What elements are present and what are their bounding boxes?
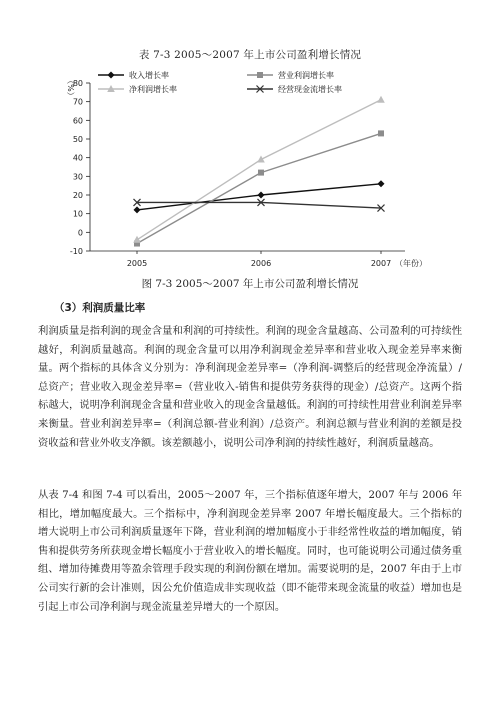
legend-label: 营业利润增长率 xyxy=(278,71,334,80)
data-point-triangle xyxy=(257,156,265,163)
y-tick-label: 80 xyxy=(72,79,83,88)
y-tick-label: 40 xyxy=(72,153,83,163)
series-1 xyxy=(134,180,385,213)
legend-item-2 xyxy=(247,70,334,80)
legend-item-3 xyxy=(98,84,177,94)
y-tick-label: 50 xyxy=(72,135,83,144)
y-tick-label: -10 xyxy=(69,247,83,256)
data-point-diamond xyxy=(378,180,385,187)
section-heading: （3）利润质量比率 xyxy=(54,302,146,314)
legend-label: 经营现金流增长率 xyxy=(278,85,342,94)
data-point-square xyxy=(378,130,384,136)
table-title: 表 7-3 2005～2007 年上市公司盈利增长情况 xyxy=(138,49,362,61)
data-point-diamond xyxy=(258,192,265,199)
x-tick-label: 2005 xyxy=(126,259,148,268)
data-point-triangle xyxy=(133,236,141,243)
series-3 xyxy=(133,96,385,243)
data-point-square xyxy=(258,170,264,176)
series-2 xyxy=(134,130,384,246)
data-point-diamond xyxy=(134,206,141,213)
y-tick-label: 30 xyxy=(72,172,83,182)
legend-item-1 xyxy=(98,70,169,80)
x-tick-label: 2006 xyxy=(250,259,272,268)
legend-label: 收入增长率 xyxy=(129,71,169,80)
series-line xyxy=(137,133,381,243)
figure-caption: 图 7-3 2005～2007 年上市公司盈利增长情况 xyxy=(141,278,359,290)
y-tick-label: 20 xyxy=(72,191,83,200)
data-point-square xyxy=(257,72,263,78)
legend-item-4 xyxy=(247,84,342,94)
y-tick-label: 70 xyxy=(72,97,83,107)
x-tick-label: 2007 xyxy=(370,259,392,268)
paragraph-analysis: 从表 7-4 和图 7-4 可以看出，2005～2007 年，三个指标值逐年增大，2007 年与 2006 年相比，增加幅度最大。三个指标中，净利润现金差异率 2007 年增长幅度最大。三个指标的增大说明上市公司利润质量逐年下降，营业利润的增加幅度小于非经常性收益的增加幅度，销售和提供劳务所获现金增长幅度小于营业收入的增长幅度。同时，也可能说明公司通过债务重组、增加待摊费用等盈余管理手段实现的利润份额在增加。需要说明的是，2007 年由于上市公司实行新的会计准则，因公允价值造成非实现收益（即不能带来现金流量的收益）增加也是引起上市公司净利润与现金流量差异增大的一个原因。 xyxy=(38,489,462,613)
legend-label: 净利润增长率 xyxy=(129,85,177,94)
data-point-diamond xyxy=(108,72,115,79)
y-tick-label: 60 xyxy=(72,116,83,126)
y-tick-label: 0 xyxy=(77,228,83,238)
line-chart xyxy=(0,68,500,273)
data-point-triangle xyxy=(377,96,385,103)
y-axis-label: （%） xyxy=(66,76,75,100)
y-tick-label: 10 xyxy=(72,209,83,219)
x-axis-label: （年份） xyxy=(395,259,427,268)
paragraph-profit-quality: 利润质量是指利润的现金含量和利润的可持续性。利润的现金含量越高、公司盈利的可持续性越好，利润质量越高。利润的现金含量可以用净利润现金差异率和营业收入现金差异率来衡量。两个指标的具体含义分别为：净利润现金差异率=（净利润-调整后的经营现金净流量）/总资产；营业收入现金差异率=（营业收入-销售和提供劳务获得的现金）/总资产。这两个指标越大，说明净利润现金含量和营业收入的现金含量越低。利润的可持续性用营业利润差异率来衡量。营业利润差异率=（利润总额-营业利润）/总资产。利润总额与营业利润的差额是投资收益和营业外收支净额。该差额越小，说明公司净利润的持续性越好，利润质量越高。 xyxy=(38,325,462,449)
